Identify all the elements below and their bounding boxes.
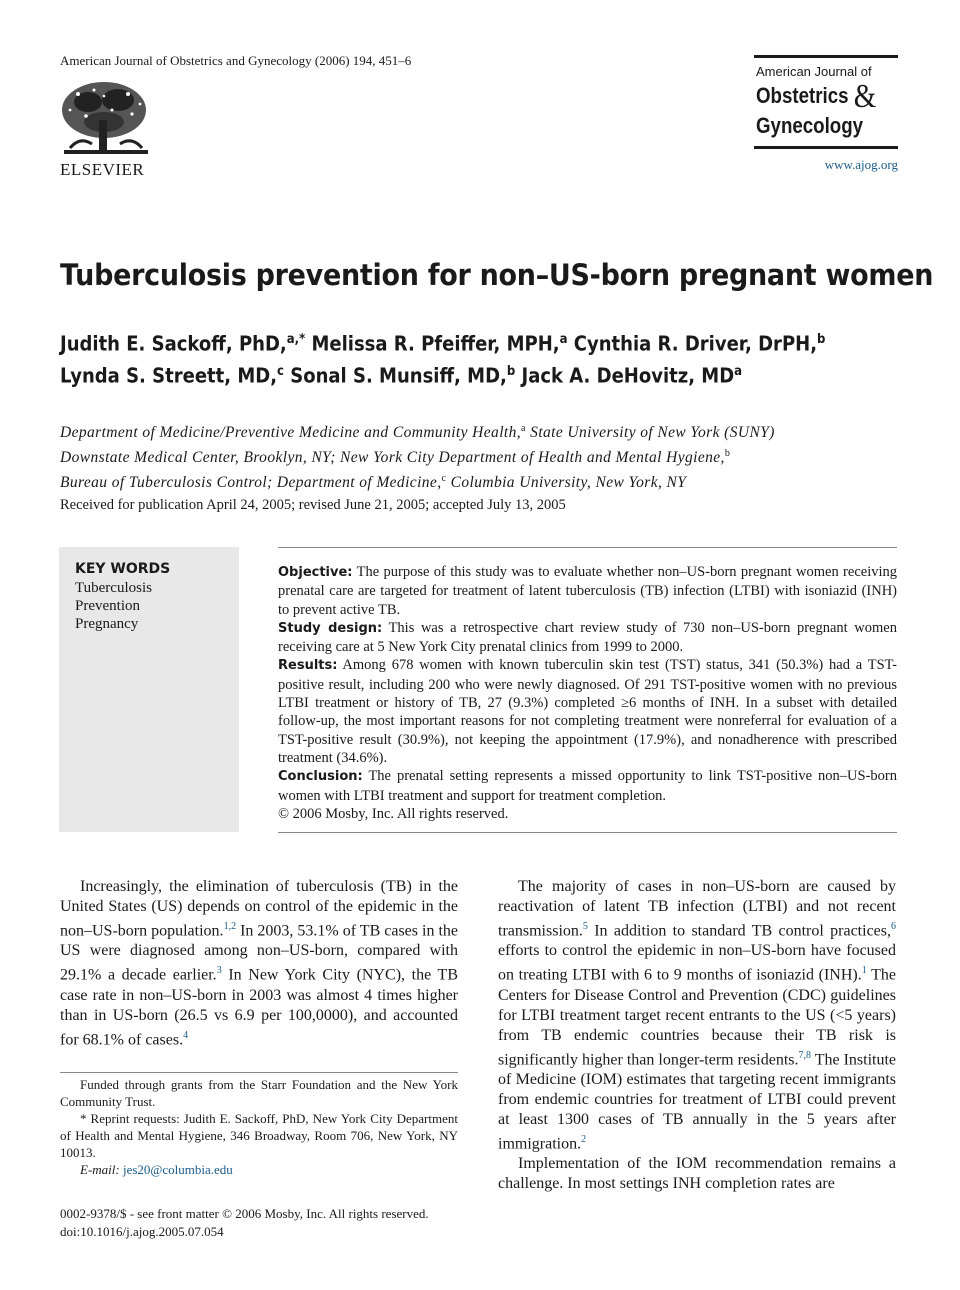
footnotes [60,1076,458,1178]
abstract-text: The prenatal setting represents a missed opportunity to link TST-positive non–US-born women with LTBI treatment and support for treatment completion. [278,768,897,804]
author-name: Lynda S. Streett, MD, [60,363,278,388]
affiliation-mark: c [441,473,447,485]
journal-logo-obstetrics: Obstetrics [756,83,849,108]
reference-citation[interactable]: 4 [183,1029,189,1041]
affiliation-text: Department of Medicine/Preventive Medicine and Community Health, [60,424,522,442]
affiliation-line [60,468,775,493]
affiliations [60,418,775,493]
author-list [60,326,825,389]
affiliation-line [60,418,775,443]
abstract [278,563,897,823]
affiliation-text: State University of New York (SUNY) [525,424,775,442]
author-line-2 [60,358,825,390]
footnote-reprint: * Reprint requests: Judith E. Sackoff, PhD, New York City Department of Health and Mental Hygiene, 346 Broadway, Room 706, New York, NY 10013. [60,1111,458,1160]
reference-citation[interactable]: 1 [861,965,867,977]
abstract-label: Conclusion: [278,769,363,785]
reference-citation[interactable]: 3 [216,965,222,977]
author-line-1 [60,326,825,358]
body-paragraph [60,877,458,1050]
journal-logo-rule-top [754,55,898,58]
footnote-rule [60,1072,458,1073]
email-link[interactable]: jes20@columbia.edu [122,1162,233,1177]
author-name: Cynthia R. Driver, DrPH, [567,331,818,356]
front-matter [60,1205,429,1241]
article-title: Tuberculosis prevention for non–US-born pregnant women [60,258,934,292]
abstract-conclusion [278,767,897,805]
received-dates: Received for publication April 24, 2005; revised June 21, 2005; accepted July 13, 2005 [60,497,566,513]
abstract-label: Study design: [278,620,383,636]
doi-line: doi:10.1016/j.ajog.2005.07.054 [60,1224,224,1239]
footnote-email [60,1161,458,1178]
abstract-results [278,656,897,767]
author-affil-mark: a [559,332,568,347]
keyword-item: Pregnancy [75,616,139,632]
abstract-text: Among 678 women with known tuberculin skin test (TST) status, 341 (50.3%) had a TST-positive result, including 200 who were newly diagnosed. Of 291 TST-positive women with no previous LTBI treatment or history of TB, 27 (9.3%) completed ≥6 months of INH. In a subset with detailed follow-up, the most important reasons for not completing treatment were nonreferral for evaluation of a TST-positive result (30.9%), not keeping the appointment (17.9%), and nonadherence with prescribed treatment (34.6%). [278,657,897,766]
email-label: E-mail: [80,1162,120,1177]
affiliation-mark: b [724,448,731,460]
abstract-design [278,619,897,657]
reference-citation[interactable]: 6 [891,921,896,932]
journal-logo-ampersand: & [853,78,877,115]
abstract-text: This was a retrospective chart review study of 730 non–US-born pregnant women receiving care at 5 New York City prenatal clinics from 1999 to 2000. [278,619,897,656]
reference-citation[interactable]: 2 [581,1133,587,1145]
keywords-heading: KEY WORDS [75,561,171,577]
issn-line: 0002-9378/$ - see front matter © 2006 Mosby, Inc. All rights reserved. [60,1206,429,1221]
affiliation-text: Bureau of Tuberculosis Control; Department of Medicine, [60,474,442,492]
keyword-item: Prevention [75,598,140,614]
author-name: Sonal S. Munsiff, MD, [283,363,507,388]
author-name: Melissa R. Pfeiffer, MPH, [305,331,560,356]
footnote-funding: Funded through grants from the Starr Foundation and the New York Community Trust. [60,1077,458,1109]
body-column-left [60,877,458,1050]
journal-logo-line1 [756,78,877,115]
author-name: Judith E. Sackoff, PhD, [60,331,287,356]
abstract-rule-bottom [278,832,897,833]
abstract-label: Objective: [278,565,353,580]
author-name: Jack A. DeHovitz, MD [515,363,735,388]
body-paragraph: Implementation of the IOM recommendation remains a challenge. In most settings INH completion rates are [498,1155,896,1193]
affiliation-mark: a [521,423,526,434]
body-text: The Institute of Medicine (IOM) estimates that targeting recent immigrants from endemic countries for treatment of LTBI could prevent at least 1300 cases of TB annually in the 5 years after immigration. [498,1050,897,1153]
body-text: The majority of cases in non–US-born are caused by reactivation of latent TB infection (LTBI) and not recent transmission. [498,878,896,940]
affiliation-text: Downstate Medical Center, Brooklyn, NY; New York City Department of Health and Mental Hygiene, [60,449,725,467]
journal-logo-small: American Journal of [756,64,872,79]
author-affil-mark: b [817,332,826,347]
keyword-item: Tuberculosis [75,580,152,596]
journal-logo-rule-bottom [754,146,898,149]
author-affil-mark: c [277,363,284,379]
journal-url-link[interactable]: www.ajog.org [824,157,898,172]
author-affil-mark: a,* [286,332,306,347]
reference-citation[interactable]: 7,8 [798,1049,811,1061]
journal-logo-gynecology: Gynecology [756,113,864,138]
reference-citation[interactable]: 1,2 [223,921,237,932]
body-text: In addition to standard TB control practices, [587,922,891,940]
body-text: In 2003, 53.1% of TB cases in the US were diagnosed among non–US-born, compared with 29.1% a decade earlier. [60,922,459,984]
abstract-label: Results: [278,658,338,674]
affiliation-line [60,443,775,468]
body-text: efforts to control the epidemic in non–US-born have focused on treating LTBI with 6 to 9 months of isoniazid (INH). [498,942,896,984]
author-affil-mark: a [734,363,743,379]
journal-citation: American Journal of Obstetrics and Gynecology (2006) 194, 451–6 [60,53,412,68]
body-text: Increasingly, the elimination of tuberculosis (TB) in the United States (US) depends on control of the epidemic in the non–US-born population. [60,878,458,940]
abstract-text: The purpose of this study was to evaluate whether non–US-born pregnant women receiving prenatal care are targeted for treatment of latent tuberculosis (TB) infection (LTBI) with isoniazid (INH) to prevent active TB. [278,564,897,618]
abstract-rule-top [278,547,897,548]
body-column-right [498,877,896,1194]
journal-logo [754,55,898,149]
abstract-copyright: © 2006 Mosby, Inc. All rights reserved. [278,805,509,822]
body-paragraph [498,877,896,1154]
reference-citation[interactable]: 5 [582,921,588,932]
affiliation-text: Columbia University, New York, NY [446,474,687,492]
abstract-objective [278,563,897,619]
author-affil-mark: b [506,363,516,379]
body-text: The Centers for Disease Control and Prevention (CDC) guidelines for LTBI treatment target recent entrants to the US (<5 years) from TB endemic countries because their TB risk is significantly higher than longer-term residents. [498,966,896,1068]
body-text: In New York City (NYC), the TB case rate in non–US-born in 2003 was almost 4 times higher than in US-born (26.5 vs 6.9 per 100,0000), and accounted for 68.1% of cases. [60,966,458,1048]
publisher-name: ELSEVIER [60,160,145,179]
